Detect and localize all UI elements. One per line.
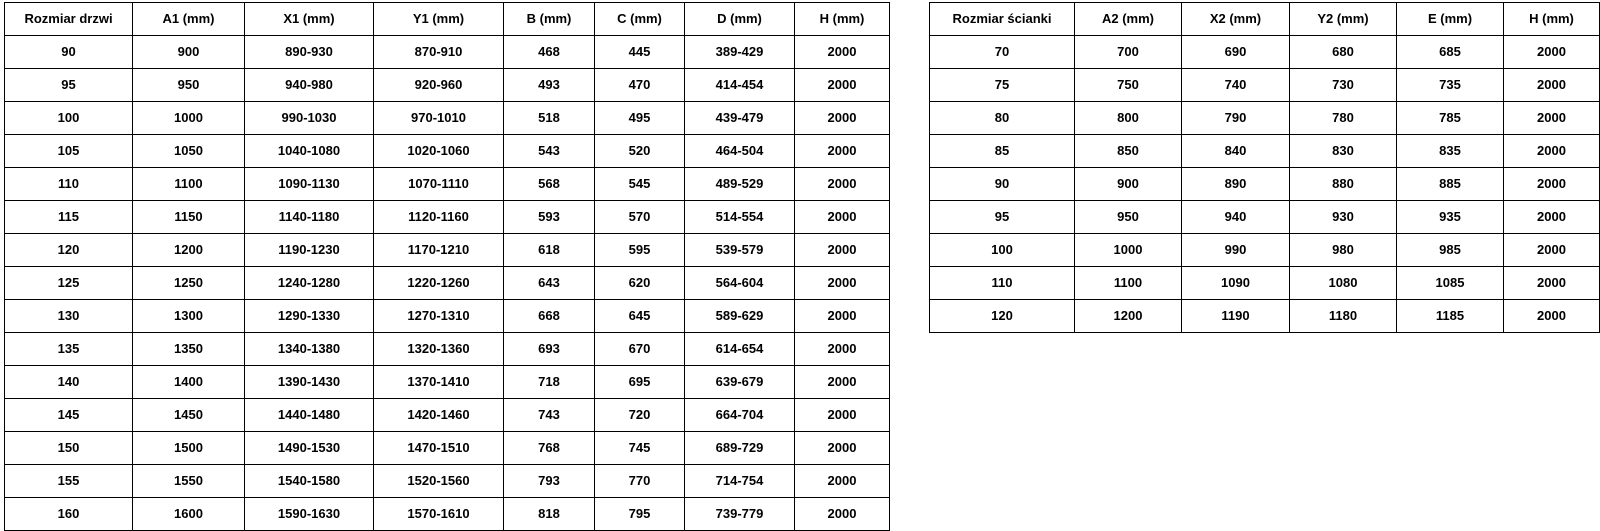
- table-row: [5, 201, 890, 234]
- table-cell: 105: [5, 135, 133, 168]
- table-cell: 985: [1397, 234, 1504, 267]
- table-cell: 2000: [795, 267, 890, 300]
- table-cell: 2000: [795, 465, 890, 498]
- column-header-a2: A2 (mm): [1075, 3, 1182, 36]
- table-row: [5, 168, 890, 201]
- table-cell: 445: [595, 36, 685, 69]
- table-cell: 643: [504, 267, 595, 300]
- table-cell: 95: [930, 201, 1075, 234]
- column-header-c: C (mm): [595, 3, 685, 36]
- table-row: [930, 300, 1600, 333]
- table-cell: 645: [595, 300, 685, 333]
- table-cell: 1150: [133, 201, 245, 234]
- table-cell: 1320-1360: [374, 333, 504, 366]
- table-row: [930, 36, 1600, 69]
- doors-dimensions-table: [4, 2, 890, 531]
- table-cell: 880: [1290, 168, 1397, 201]
- table-cell: 160: [5, 498, 133, 531]
- table-cell: 950: [1075, 201, 1182, 234]
- table-cell: 1040-1080: [245, 135, 374, 168]
- table-cell: 870-910: [374, 36, 504, 69]
- table-cell: 2000: [1504, 300, 1600, 333]
- table-cell: 1000: [133, 102, 245, 135]
- table-cell: 543: [504, 135, 595, 168]
- table-cell: 940: [1182, 201, 1290, 234]
- table-cell: 493: [504, 69, 595, 102]
- table-row: [5, 267, 890, 300]
- table-cell: 890: [1182, 168, 1290, 201]
- table-cell: 685: [1397, 36, 1504, 69]
- table-cell: 140: [5, 366, 133, 399]
- table-cell: 1050: [133, 135, 245, 168]
- table-cell: 2000: [1504, 36, 1600, 69]
- table-cell: 545: [595, 168, 685, 201]
- table-cell: 2000: [1504, 69, 1600, 102]
- table-cell: 464-504: [685, 135, 795, 168]
- table-cell: 740: [1182, 69, 1290, 102]
- table-cell: 900: [1075, 168, 1182, 201]
- table-cell: 900: [133, 36, 245, 69]
- table-cell: 614-654: [685, 333, 795, 366]
- table-cell: 735: [1397, 69, 1504, 102]
- column-header-x2: X2 (mm): [1182, 3, 1290, 36]
- table-cell: 1200: [1075, 300, 1182, 333]
- table-cell: 489-529: [685, 168, 795, 201]
- table-cell: 1090: [1182, 267, 1290, 300]
- table-cell: 95: [5, 69, 133, 102]
- table-cell: 1570-1610: [374, 498, 504, 531]
- table-cell: 1590-1630: [245, 498, 374, 531]
- table-cell: 593: [504, 201, 595, 234]
- table-cell: 2000: [1504, 135, 1600, 168]
- table-cell: 110: [930, 267, 1075, 300]
- table-cell: 468: [504, 36, 595, 69]
- table-cell: 743: [504, 399, 595, 432]
- table-cell: 835: [1397, 135, 1504, 168]
- table-cell: 1550: [133, 465, 245, 498]
- column-header-y2: Y2 (mm): [1290, 3, 1397, 36]
- table-cell: 690: [1182, 36, 1290, 69]
- table-cell: 570: [595, 201, 685, 234]
- table-cell: 1340-1380: [245, 333, 374, 366]
- table-cell: 720: [595, 399, 685, 432]
- table-cell: 1185: [1397, 300, 1504, 333]
- table-cell: 2000: [795, 69, 890, 102]
- table-cell: 2000: [795, 201, 890, 234]
- table-cell: 568: [504, 168, 595, 201]
- table-cell: 1170-1210: [374, 234, 504, 267]
- table-header-row: [930, 3, 1600, 36]
- table-cell: 780: [1290, 102, 1397, 135]
- table-cell: 414-454: [685, 69, 795, 102]
- table-cell: 885: [1397, 168, 1504, 201]
- table-cell: 564-604: [685, 267, 795, 300]
- table-cell: 2000: [1504, 234, 1600, 267]
- table-cell: 1120-1160: [374, 201, 504, 234]
- table-cell: 1370-1410: [374, 366, 504, 399]
- table-cell: 850: [1075, 135, 1182, 168]
- table-cell: 930: [1290, 201, 1397, 234]
- table-cell: 1390-1430: [245, 366, 374, 399]
- table-cell: 495: [595, 102, 685, 135]
- table-cell: 1190: [1182, 300, 1290, 333]
- table-row: [5, 432, 890, 465]
- column-header-rozmiar-scianki: Rozmiar ścianki: [930, 3, 1075, 36]
- table-row: [5, 333, 890, 366]
- table-cell: 155: [5, 465, 133, 498]
- table-cell: 2000: [1504, 168, 1600, 201]
- table-cell: 2000: [1504, 267, 1600, 300]
- table-cell: 1350: [133, 333, 245, 366]
- table-cell: 2000: [795, 102, 890, 135]
- table-cell: 1080: [1290, 267, 1397, 300]
- table-cell: 818: [504, 498, 595, 531]
- table-cell: 830: [1290, 135, 1397, 168]
- table-cell: 920-960: [374, 69, 504, 102]
- table-cell: 389-429: [685, 36, 795, 69]
- table-cell: 1200: [133, 234, 245, 267]
- table-cell: 439-479: [685, 102, 795, 135]
- doors-table-header: [5, 3, 890, 36]
- table-cell: 793: [504, 465, 595, 498]
- table-cell: 1450: [133, 399, 245, 432]
- table-cell: 75: [930, 69, 1075, 102]
- table-cell: 1300: [133, 300, 245, 333]
- table-cell: 595: [595, 234, 685, 267]
- table-cell: 470: [595, 69, 685, 102]
- walls-table-body: [930, 36, 1600, 333]
- column-header-b: B (mm): [504, 3, 595, 36]
- table-row: [5, 465, 890, 498]
- column-header-rozmiar-drzwi: Rozmiar drzwi: [5, 3, 133, 36]
- table-cell: 1070-1110: [374, 168, 504, 201]
- table-cell: 770: [595, 465, 685, 498]
- table-cell: 950: [133, 69, 245, 102]
- table-cell: 100: [930, 234, 1075, 267]
- table-cell: 990-1030: [245, 102, 374, 135]
- table-cell: 145: [5, 399, 133, 432]
- walls-dimensions-table-container: [929, 2, 1600, 333]
- column-header-h: H (mm): [1504, 3, 1600, 36]
- table-cell: 1470-1510: [374, 432, 504, 465]
- table-cell: 130: [5, 300, 133, 333]
- table-cell: 518: [504, 102, 595, 135]
- table-cell: 790: [1182, 102, 1290, 135]
- table-cell: 1100: [133, 168, 245, 201]
- table-cell: 589-629: [685, 300, 795, 333]
- table-cell: 2000: [795, 333, 890, 366]
- column-header-x1: X1 (mm): [245, 3, 374, 36]
- table-cell: 125: [5, 267, 133, 300]
- table-row: [930, 201, 1600, 234]
- table-cell: 520: [595, 135, 685, 168]
- table-cell: 1600: [133, 498, 245, 531]
- table-cell: 935: [1397, 201, 1504, 234]
- table-cell: 115: [5, 201, 133, 234]
- table-cell: 664-704: [685, 399, 795, 432]
- table-row: [930, 168, 1600, 201]
- table-row: [930, 234, 1600, 267]
- column-header-d: D (mm): [685, 3, 795, 36]
- table-cell: 70: [930, 36, 1075, 69]
- table-cell: 680: [1290, 36, 1397, 69]
- doors-dimensions-table-container: [4, 2, 890, 531]
- table-cell: 2000: [795, 300, 890, 333]
- table-cell: 768: [504, 432, 595, 465]
- table-cell: 1140-1180: [245, 201, 374, 234]
- table-cell: 539-579: [685, 234, 795, 267]
- table-cell: 514-554: [685, 201, 795, 234]
- table-row: [930, 69, 1600, 102]
- column-header-a1: A1 (mm): [133, 3, 245, 36]
- table-cell: 730: [1290, 69, 1397, 102]
- table-cell: 1440-1480: [245, 399, 374, 432]
- table-row: [5, 102, 890, 135]
- table-cell: 85: [930, 135, 1075, 168]
- table-cell: 639-679: [685, 366, 795, 399]
- table-cell: 2000: [1504, 102, 1600, 135]
- column-header-e: E (mm): [1397, 3, 1504, 36]
- table-cell: 700: [1075, 36, 1182, 69]
- table-cell: 750: [1075, 69, 1182, 102]
- table-cell: 2000: [795, 498, 890, 531]
- table-cell: 1270-1310: [374, 300, 504, 333]
- walls-table-header: [930, 3, 1600, 36]
- table-cell: 795: [595, 498, 685, 531]
- table-cell: 1240-1280: [245, 267, 374, 300]
- table-row: [930, 102, 1600, 135]
- table-header-row: [5, 3, 890, 36]
- table-cell: 689-729: [685, 432, 795, 465]
- table-cell: 745: [595, 432, 685, 465]
- table-cell: 695: [595, 366, 685, 399]
- table-cell: 1090-1130: [245, 168, 374, 201]
- table-cell: 2000: [795, 399, 890, 432]
- table-cell: 1500: [133, 432, 245, 465]
- table-cell: 1220-1260: [374, 267, 504, 300]
- table-cell: 718: [504, 366, 595, 399]
- table-cell: 800: [1075, 102, 1182, 135]
- table-cell: 90: [5, 36, 133, 69]
- table-cell: 1400: [133, 366, 245, 399]
- table-cell: 970-1010: [374, 102, 504, 135]
- table-row: [5, 135, 890, 168]
- table-cell: 2000: [795, 135, 890, 168]
- doors-table-body: [5, 36, 890, 531]
- table-cell: 739-779: [685, 498, 795, 531]
- table-cell: 618: [504, 234, 595, 267]
- column-header-y1: Y1 (mm): [374, 3, 504, 36]
- table-cell: 1180: [1290, 300, 1397, 333]
- table-cell: 150: [5, 432, 133, 465]
- table-row: [5, 498, 890, 531]
- table-cell: 135: [5, 333, 133, 366]
- table-cell: 980: [1290, 234, 1397, 267]
- table-row: [5, 399, 890, 432]
- table-row: [5, 69, 890, 102]
- table-cell: 693: [504, 333, 595, 366]
- table-cell: 1190-1230: [245, 234, 374, 267]
- table-row: [930, 267, 1600, 300]
- table-row: [5, 36, 890, 69]
- table-row: [5, 300, 890, 333]
- table-cell: 1020-1060: [374, 135, 504, 168]
- table-cell: 2000: [795, 234, 890, 267]
- table-cell: 1100: [1075, 267, 1182, 300]
- table-cell: 670: [595, 333, 685, 366]
- table-cell: 120: [930, 300, 1075, 333]
- table-cell: 120: [5, 234, 133, 267]
- table-cell: 668: [504, 300, 595, 333]
- table-row: [5, 366, 890, 399]
- table-cell: 2000: [1504, 201, 1600, 234]
- table-cell: 2000: [795, 432, 890, 465]
- table-cell: 2000: [795, 168, 890, 201]
- table-cell: 1250: [133, 267, 245, 300]
- table-cell: 1420-1460: [374, 399, 504, 432]
- table-cell: 1085: [1397, 267, 1504, 300]
- table-row: [5, 234, 890, 267]
- table-cell: 940-980: [245, 69, 374, 102]
- table-cell: 2000: [795, 36, 890, 69]
- column-header-h: H (mm): [795, 3, 890, 36]
- table-cell: 785: [1397, 102, 1504, 135]
- table-cell: 80: [930, 102, 1075, 135]
- walls-dimensions-table: [929, 2, 1600, 333]
- table-cell: 1540-1580: [245, 465, 374, 498]
- table-cell: 840: [1182, 135, 1290, 168]
- table-row: [930, 135, 1600, 168]
- table-cell: 620: [595, 267, 685, 300]
- table-cell: 1490-1530: [245, 432, 374, 465]
- table-cell: 2000: [795, 366, 890, 399]
- table-cell: 890-930: [245, 36, 374, 69]
- table-cell: 100: [5, 102, 133, 135]
- table-cell: 1520-1560: [374, 465, 504, 498]
- table-cell: 1290-1330: [245, 300, 374, 333]
- table-cell: 1000: [1075, 234, 1182, 267]
- table-cell: 990: [1182, 234, 1290, 267]
- table-cell: 110: [5, 168, 133, 201]
- table-cell: 714-754: [685, 465, 795, 498]
- table-cell: 90: [930, 168, 1075, 201]
